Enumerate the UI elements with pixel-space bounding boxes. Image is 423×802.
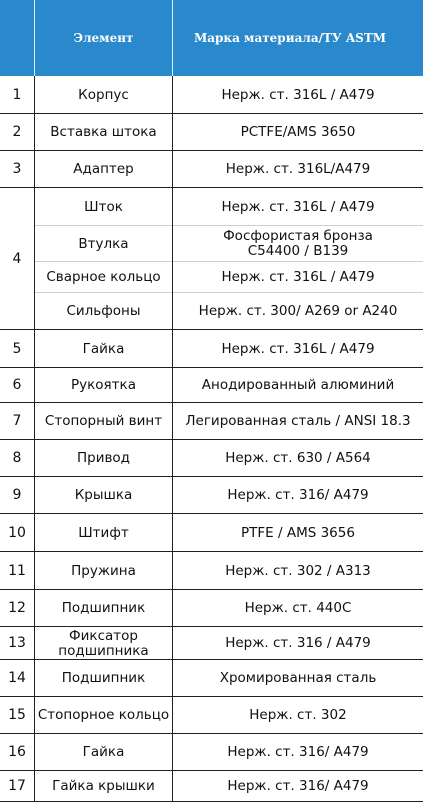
material-grade: Хромированная сталь — [219, 670, 377, 686]
row-divider — [0, 589, 423, 590]
element-name: Привод — [76, 450, 131, 466]
row-divider — [0, 367, 423, 368]
element-name: Подшипник — [61, 670, 146, 686]
row-divider — [0, 770, 423, 771]
row-divider — [35, 292, 423, 293]
material-grade: Нерж. ст. 316L / A479 — [221, 198, 375, 215]
row-number: 13 — [8, 635, 26, 651]
row-number: 15 — [8, 707, 26, 723]
material-grade: Нерж. ст. 316/ A479 — [227, 744, 369, 760]
column-divider — [172, 76, 173, 802]
row-number: 7 — [12, 413, 22, 429]
row-number: 8 — [12, 450, 22, 466]
material-grade: Фосфористая бронза C54400 / B139 — [223, 228, 373, 259]
row-divider — [0, 439, 423, 440]
element-name: Гайка — [82, 744, 125, 760]
row-number: 3 — [12, 161, 22, 177]
header-element: Элемент — [73, 30, 134, 45]
material-grade: Нерж. ст. 316L / A479 — [221, 340, 375, 357]
material-grade: Нерж. ст. 300/ A269 or A240 — [198, 303, 398, 319]
material-grade: Нерж. ст. 316 / A479 — [225, 635, 371, 651]
row-divider — [0, 476, 423, 477]
material-grade: Нерж. ст. 440C — [244, 600, 352, 616]
row-divider — [0, 187, 423, 188]
row-divider — [0, 402, 423, 403]
material-grade: Нерж. ст. 302 / A313 — [225, 562, 371, 579]
column-divider — [34, 76, 35, 802]
row-number: 16 — [8, 744, 26, 760]
row-number: 2 — [12, 124, 22, 140]
element-name: Подшипник — [61, 600, 146, 616]
row-number: 1 — [12, 86, 22, 103]
row-divider — [0, 113, 423, 114]
material-grade: Нерж. ст. 316/ A479 — [227, 487, 369, 503]
row-number: 11 — [8, 562, 26, 579]
element-name: Сварное кольцо — [46, 269, 161, 285]
element-name: Корпус — [78, 86, 129, 103]
element-name: Стопорный винт — [44, 413, 163, 429]
material-grade: Нерж. ст. 302 — [249, 707, 347, 723]
element-name: Гайка — [82, 340, 125, 357]
material-grade: Анодированный алюминий — [201, 377, 395, 393]
row-number: 5 — [12, 340, 22, 357]
material-grade: PCTFE/AMS 3650 — [240, 124, 356, 140]
row-number: 9 — [12, 487, 22, 503]
row-divider — [0, 150, 423, 151]
row-number: 10 — [8, 524, 26, 541]
row-divider — [0, 696, 423, 697]
element-name: Вставка штока — [50, 124, 157, 140]
material-grade: PTFE / AMS 3656 — [241, 524, 355, 541]
row-divider — [35, 225, 423, 226]
row-divider — [0, 329, 423, 330]
material-grade: Нерж. ст. 316L / A479 — [221, 86, 375, 103]
element-name: Фиксатор подшипника — [58, 627, 149, 659]
element-name: Шток — [84, 198, 123, 215]
material-grade: Нерж. ст. 316L/A479 — [225, 161, 371, 177]
material-grade: Нерж. ст. 630 / A564 — [225, 450, 371, 466]
header-material: Марка материала/ТУ ASTM — [193, 30, 387, 45]
row-divider — [0, 513, 423, 514]
row-divider — [35, 261, 423, 262]
element-name: Штифт — [78, 524, 129, 541]
element-name: Сильфоны — [66, 303, 141, 319]
row-number: 4 — [12, 250, 22, 267]
material-grade: Легированная сталь / ANSI 18.3 — [185, 413, 411, 429]
element-name: Стопорное кольцо — [37, 707, 170, 723]
row-divider — [0, 733, 423, 734]
row-divider — [0, 551, 423, 552]
row-number: 14 — [8, 670, 26, 686]
row-divider — [0, 626, 423, 627]
row-divider — [0, 659, 423, 660]
header-divider — [172, 0, 173, 76]
row-number: 12 — [8, 600, 26, 616]
row-number: 6 — [12, 377, 22, 393]
element-name: Гайка крышки — [52, 778, 155, 794]
element-name: Втулка — [78, 235, 129, 252]
header-number — [0, 0, 34, 76]
element-name: Пружина — [71, 562, 136, 579]
table-header — [0, 0, 423, 76]
row-number: 17 — [8, 778, 26, 794]
material-grade: Нерж. ст. 316/ A479 — [227, 778, 369, 794]
material-grade: Нерж. ст. 316L / A479 — [221, 269, 375, 285]
element-name: Рукоятка — [71, 377, 136, 393]
element-name: Адаптер — [73, 161, 134, 177]
element-name: Крышка — [74, 487, 133, 503]
